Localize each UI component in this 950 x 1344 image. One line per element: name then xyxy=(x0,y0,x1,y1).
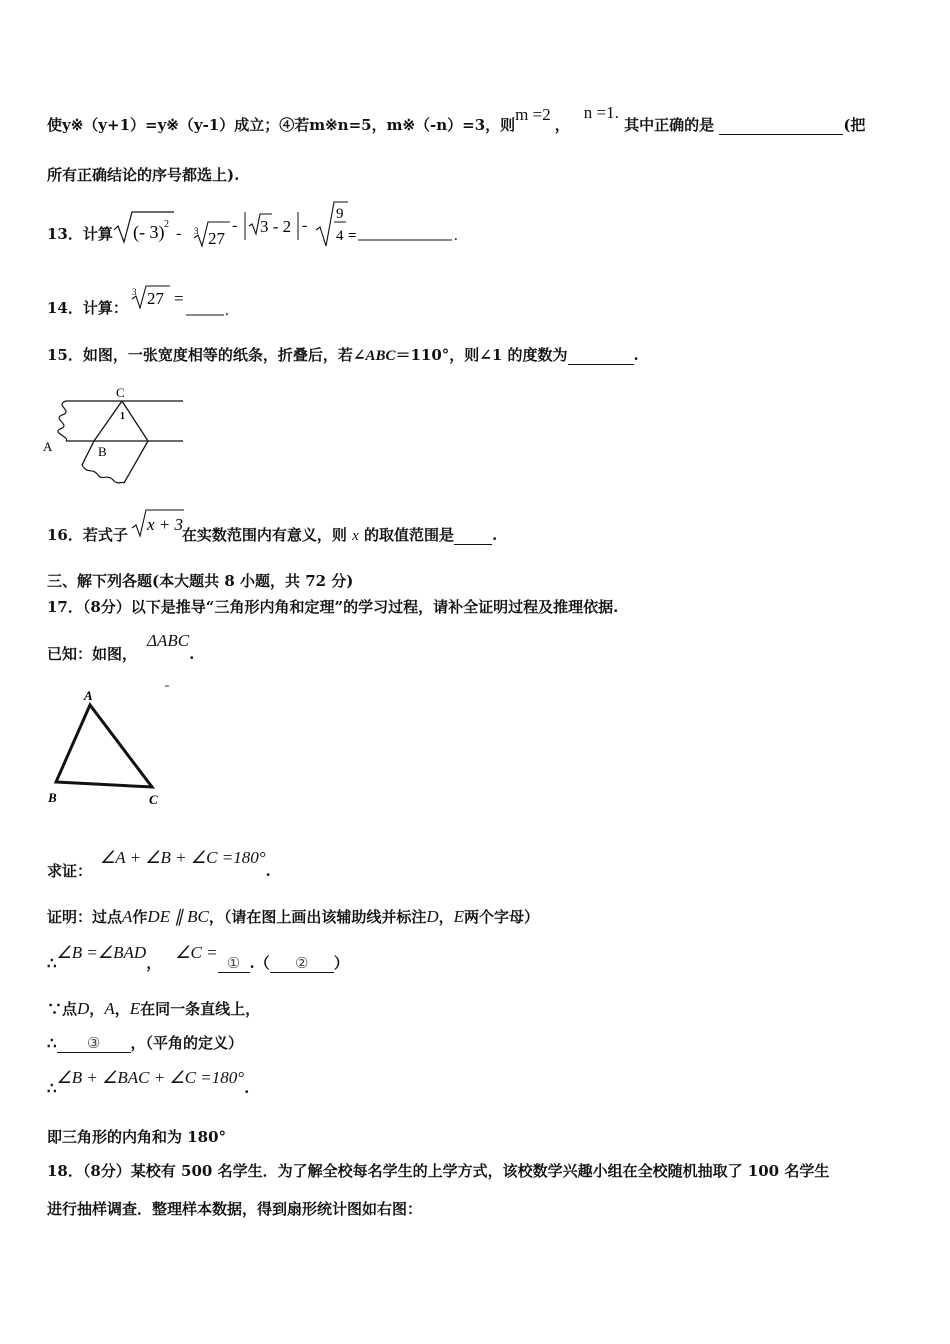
question-18-line2: 进行抽样调查．整理样本数据，得到扇形统计图如右图： xyxy=(47,1200,423,1218)
label-b: B xyxy=(98,444,107,459)
q17-step2: ∵点D，A，E在同一条直线上， xyxy=(47,999,261,1018)
q14-expression xyxy=(130,282,240,322)
q17-given: 已知：如图，ΔABC. xyxy=(47,631,195,663)
label-a: A xyxy=(43,439,53,454)
svg-text:3: 3 xyxy=(132,287,137,297)
triangle-abc: ΔABC xyxy=(147,631,190,650)
q17-step4: ∴∠B + ∠BAC + ∠C =180°. xyxy=(47,1068,250,1097)
triangle xyxy=(56,705,152,787)
svg-text:-: - xyxy=(176,225,182,242)
answer-blank xyxy=(454,526,492,545)
q17-proof-intro: 证明：过点A作DE ∥ BC，（请在图上画出该辅助线并标注D，E两个字母） xyxy=(47,907,540,926)
q12-line1: 使y※（y+1）=y※（y-1）成立；④若m※n=5，m※（-n）=3，则m =2，n =1. 其中正确的是 (把 xyxy=(47,103,866,134)
q12-n-value: n =1. xyxy=(583,103,619,122)
question-13: 13．计算 xyxy=(47,225,113,243)
svg-text:.: . xyxy=(454,228,458,244)
q16-sqrt-expression xyxy=(130,506,186,540)
torn-edge-bottom xyxy=(82,465,124,483)
label-angle-1: 1 xyxy=(120,411,125,422)
q13-frac-num: 9 xyxy=(336,206,344,222)
blank-1: ① xyxy=(218,954,250,973)
vertex-a: A xyxy=(84,688,93,703)
question-16: 16．若式子 在实数范围内有意义，则 x 的取值范围是 . xyxy=(47,526,498,544)
question-17-title: 17．（8分）以下是推导“三角形内角和定理”的学习过程，请补全证明过程及推理依据. xyxy=(47,598,619,616)
section-heading: 三、解下列各题(本大题共 8 小题，共 72 分) xyxy=(47,572,354,590)
svg-text:=: = xyxy=(174,289,184,308)
answer-blank xyxy=(568,346,634,365)
svg-text:-: - xyxy=(232,217,238,234)
q17-prove: 求证：∠A + ∠B + ∠C =180°. xyxy=(47,848,271,880)
q17-step3: ∴ ③ ，（平角的定义） xyxy=(47,1034,244,1052)
q12-m-value: m =2 xyxy=(515,105,551,124)
q12-line2: 所有正确结论的序号都选上). xyxy=(47,166,240,184)
q13-term-b: 27 xyxy=(208,229,225,248)
svg-text:-: - xyxy=(302,217,308,234)
q13-frac-den: 4 xyxy=(336,228,344,244)
question-18-line1: 18．（8分）某校有 500 名学生．为了解全校每名学生的上学方式，该校数学兴趣小组在全校随机抽取了 100 名学生 xyxy=(47,1162,830,1180)
question-14: 14．计算： xyxy=(47,299,128,317)
blank-2: ② xyxy=(270,954,334,973)
prove-statement: ∠A + ∠B + ∠C =180° xyxy=(100,848,266,867)
q13-expression xyxy=(112,200,472,252)
q17-conclusion: 即三角形的内角和为 180° xyxy=(47,1128,227,1146)
svg-text:x + 3: x + 3 xyxy=(147,515,184,534)
svg-text:27: 27 xyxy=(147,289,164,308)
q17-step1: ∴∠B =∠BAD，∠C =① .（ ② ） xyxy=(47,943,349,972)
q13-term-a: (- 3) xyxy=(133,222,165,242)
torn-edge-left xyxy=(58,401,67,441)
q13-exponent: 2 xyxy=(164,219,169,230)
blank-3: ③ xyxy=(57,1034,131,1053)
svg-text:.: . xyxy=(225,303,229,319)
q15-folded-strip-figure xyxy=(42,383,192,485)
q13-term-c: 3 - 2 xyxy=(260,217,292,236)
q17-triangle-figure xyxy=(45,685,175,810)
answer-blank xyxy=(719,116,843,135)
q13-root-index: 3 xyxy=(194,226,199,236)
label-c: C xyxy=(116,385,125,400)
vertex-b: B xyxy=(48,790,57,805)
vertex-c: C xyxy=(149,792,158,807)
svg-text:=: = xyxy=(348,228,357,244)
question-15: 15．如图，一张宽度相等的纸条，折叠后，若∠ABC＝110°，则∠1 的度数为 . xyxy=(47,346,639,364)
